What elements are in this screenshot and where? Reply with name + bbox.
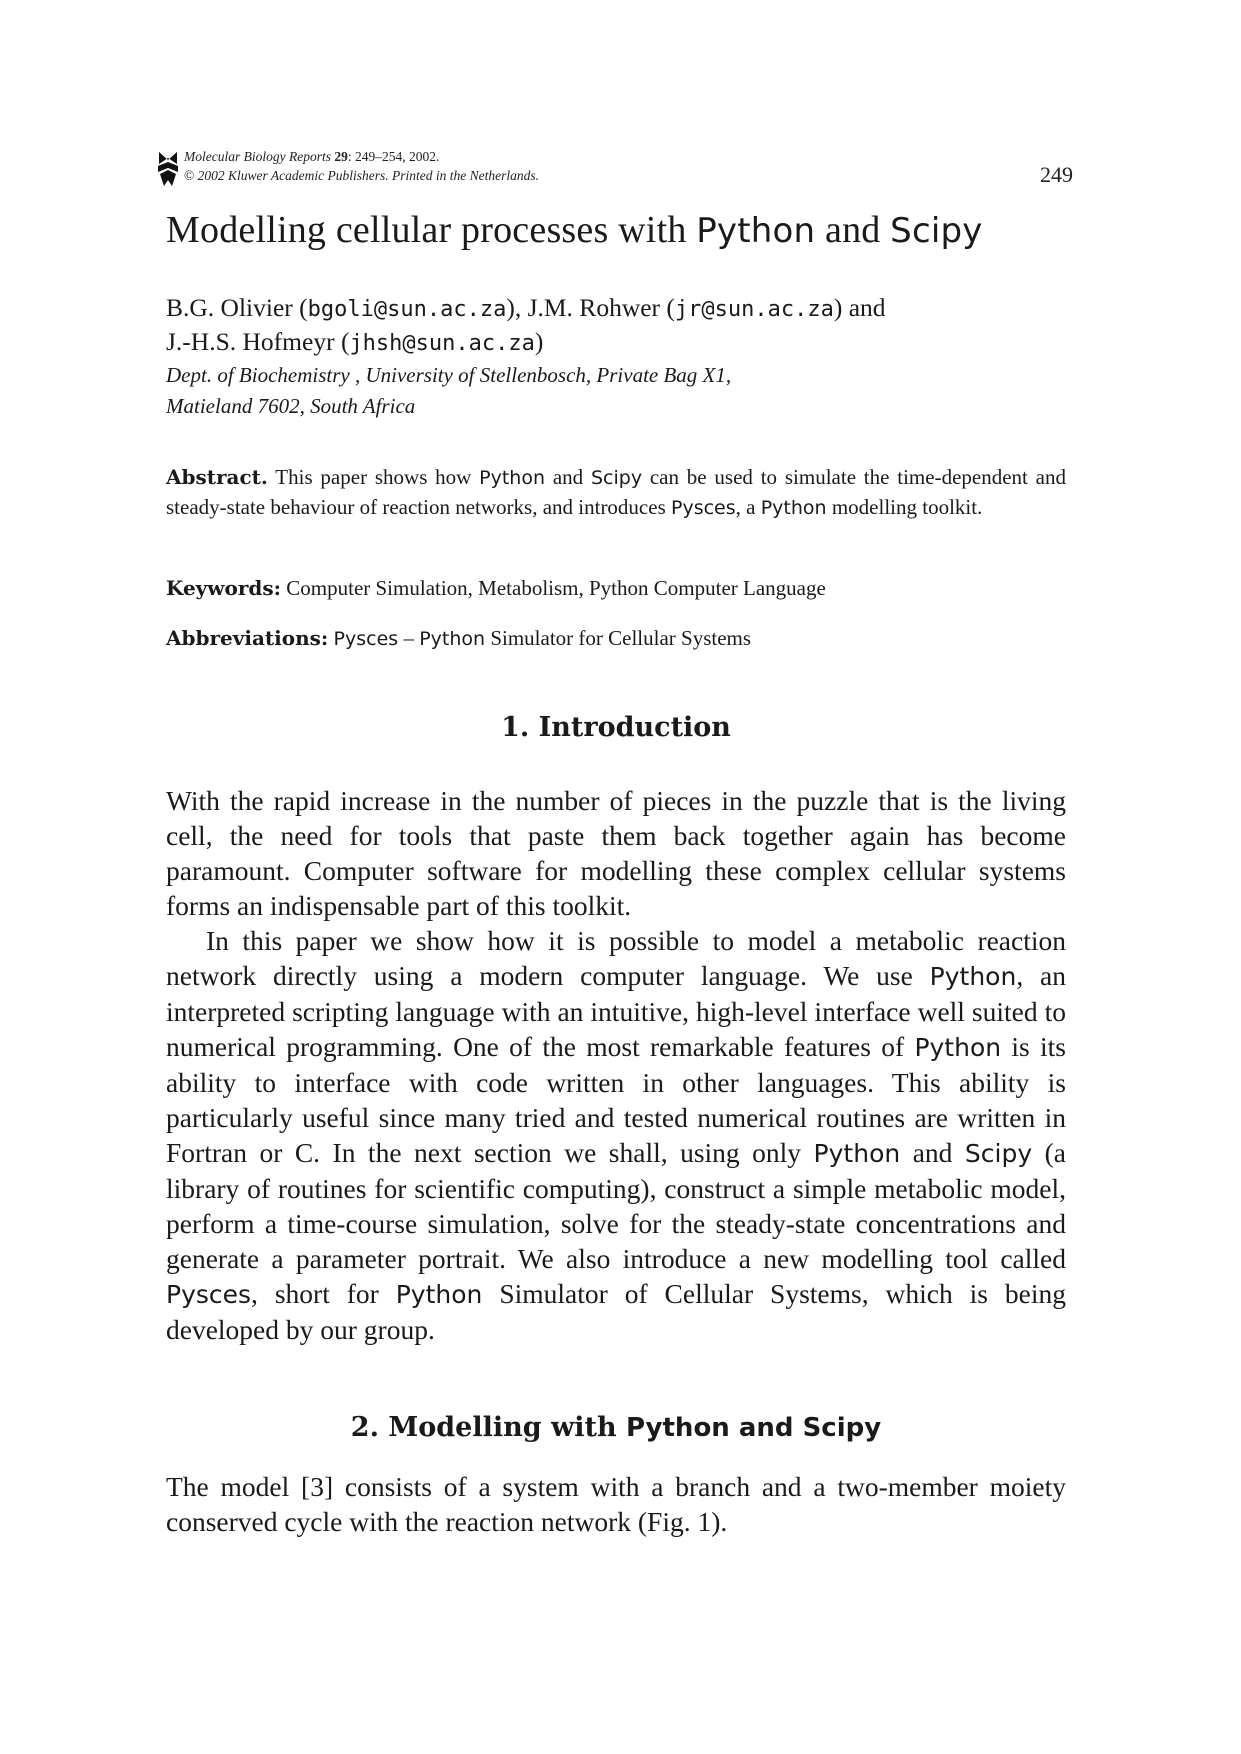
section-heading-modelling [166,1412,1066,1443]
heading-text: 2. Modelling with [350,1412,627,1443]
author-email-link[interactable]: jr@sun.ac.za [674,297,834,322]
affiliation [166,360,1066,422]
abstract-scipy: Scipy [590,467,643,489]
paragraph: With the rapid increase in the number of pieces in the puzzle that is the living cell, the need for tools that paste them back together again has become paramount. Computer software for modelling these complex cellular systems forms an indispensable part of this toolkit. [166,785,1066,921]
pysces-term: Pysces [166,1280,252,1309]
paper-title [166,208,983,252]
modelling-body [166,1469,1066,1539]
abstract-text: can be used to simulate the time-dependent and steady-state behaviour of reaction networks, and introduces [166,465,1067,519]
author-and: ) and [833,293,886,322]
copyright-line: 2002 Kluwer Academic Publishers. Printed in the Netherlands. [197,168,539,183]
paragraph-text: and [900,1137,965,1168]
section-heading-introduction: 1. Introduction [501,712,731,743]
paragraph: The model [3] consists of a system with a branch and a two-member moiety conserved cycle with the reaction network (Fig. 1). [166,1471,1066,1537]
abstract-text: modelling toolkit. [826,495,983,519]
abbreviations-label: Abbreviations: [166,626,329,650]
paragraph-text: , short for [251,1278,396,1309]
keywords [166,574,1066,603]
paragraph-text: In this paper we show how it is possible to model a metabolic reaction network directly using a modern computer language. We use [166,925,1066,991]
paragraph-text: is its ability to interface with code written in other languages. This ability is particularly useful since many tried and tested numerical routines are written in Fortran or C. In the next section we shall, using only [166,1031,1066,1168]
journal-citation: Molecular Biology Reports 29: 249–254, 2002. © 2002 Kluwer Academic Publishers. Printed in the Netherlands. [184,149,539,183]
title-scipy: Scipy [890,211,983,251]
heading-python-scipy: Python and Scipy [626,1413,882,1443]
abstract-python: Python [479,467,546,489]
keywords-label: Keywords: [166,576,282,600]
journal-pages: 249–254, 2002. [355,149,440,164]
title-python: Python [696,211,816,251]
abbrev-python: Python [419,628,486,650]
introduction-body [166,783,1066,1347]
abstract-text: and [545,465,591,489]
abstract-text: This paper shows how [267,465,480,489]
copyright-symbol: © [184,168,195,183]
paragraph-text: (a library of routines for scientific computing), construct a simple metabolic model, perform a time-course simulation, solve for the steady-state concentrations and generate a parameter portrait. We also introduce a new modelling tool called [166,1137,1066,1274]
journal-volume: 29 [334,149,348,164]
author-close: ) [534,327,544,356]
paragraph [166,923,1066,1347]
abstract-python: Python [760,497,827,519]
author-list [166,292,1066,360]
abbreviations [166,624,1066,654]
title-and: and [815,209,891,251]
paragraph-text: Simulator of Cellular Systems, which is being developed by our group. [166,1278,1066,1345]
author-hofmeyr: J.-H.S. Hofmeyr ( [166,327,350,356]
author-email-link[interactable]: bgoli@sun.ac.za [307,297,507,322]
python-term: Python [914,1033,1002,1062]
abbrev-pysces: Pysces [333,628,399,650]
python-term: Python [395,1280,483,1309]
author-rohwer: ), J.M. Rohwer ( [506,293,675,322]
affiliation-line: Dept. of Biochemistry , University of Stellenbosch, Private Bag X1, [166,363,732,387]
python-term: Python [813,1139,901,1168]
abstract-text: , a [735,495,761,519]
journal-name: Molecular Biology Reports [184,149,331,164]
python-term: Python [929,962,1017,991]
abbreviations-text: Simulator for Cellular Systems [485,626,752,650]
abbrev-dash: – [398,626,420,650]
title-text: Modelling cellular processes with [166,209,697,251]
abstract [166,463,1066,523]
author-olivier: B.G. Olivier ( [166,293,308,322]
abstract-label: Abstract. [166,465,268,489]
abstract-pysces: Pysces [671,497,736,519]
paragraph-text: , an interpreted scripting language with an intuitive, high-level interface well suited to numerical programming. One of the most remarkable features of [166,960,1066,1062]
scipy-term: Scipy [964,1139,1033,1168]
publisher-logo-icon [157,150,179,188]
keywords-text: Computer Simulation, Metabolism, Python Computer Language [281,576,826,600]
author-email-link[interactable]: jhsh@sun.ac.za [349,331,535,356]
affiliation-line: Matieland 7602, South Africa [166,394,416,418]
page-number: 249 [1040,162,1073,187]
